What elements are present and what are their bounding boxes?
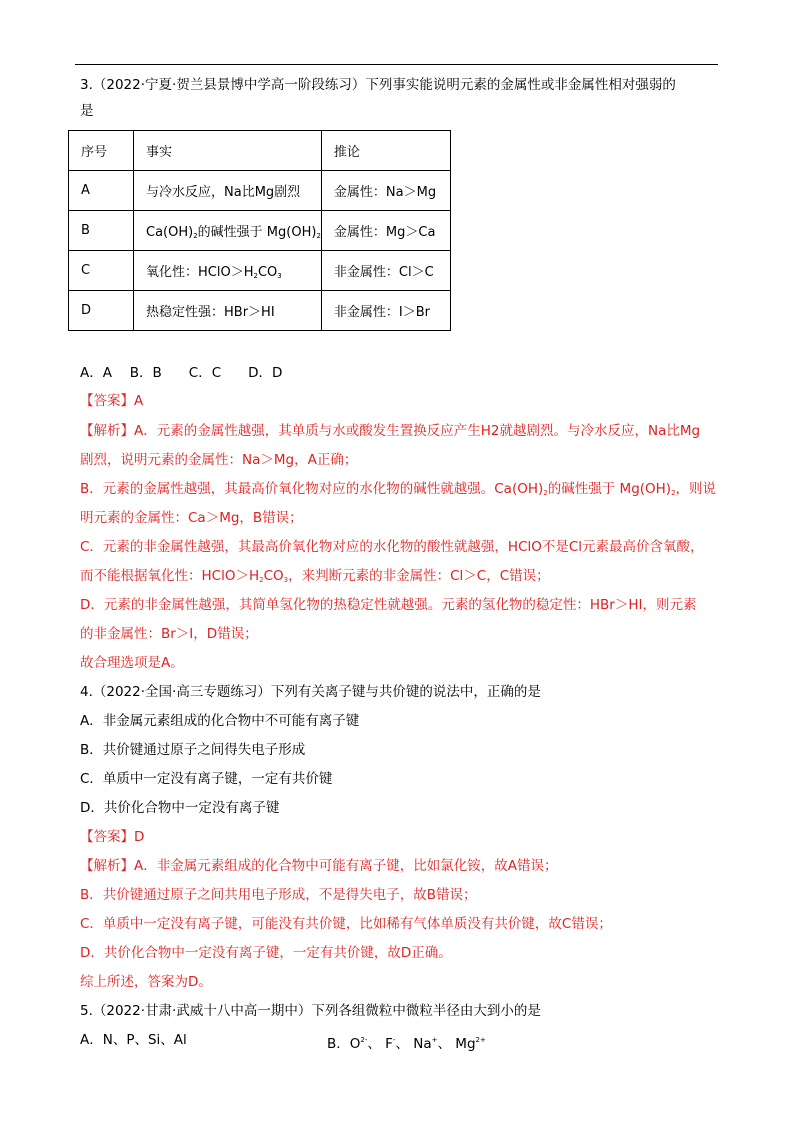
q3-stem-line2: 是 xyxy=(80,103,94,119)
table-cell-inference: 非金属性：Cl＞C xyxy=(321,251,450,291)
header-rule xyxy=(75,64,718,65)
table-header-cell: 事实 xyxy=(134,131,322,171)
q5-option-a: A．N、P、Si、Al xyxy=(80,1032,187,1048)
table-row xyxy=(69,171,451,211)
q3-explanation-line2: 剧烈，说明元素的金属性：Na＞Mg，A正确； xyxy=(80,452,358,468)
q4-option-c: C．单质中一定没有离子键，一定有共价键 xyxy=(80,771,333,787)
table-cell-fact: $Ca(OH)_2$的碱性强于 $Mg(OH)_2$ xyxy=(134,211,322,251)
q3-facts-table xyxy=(68,130,451,331)
q4-explanation-line1: 【解析】A．非金属元素组成的化合物中可能有离子键，比如氯化铵，故A错误； xyxy=(80,858,558,874)
table-cell-inference: 金属性：Mg＞Ca xyxy=(321,211,450,251)
q4-option-d: D．共价化合物中一定没有离子键 xyxy=(80,800,280,816)
q5-option-b: B．$O^{2-}$、 F-、 Na+、 $Mg^{2+}$ xyxy=(327,1036,486,1052)
table-cell-id: D xyxy=(69,291,134,331)
table-cell-inference: 非金属性：I＞Br xyxy=(321,291,450,331)
table-cell-id: A xyxy=(69,171,134,211)
q4-stem: 4.（2022·全国·高三专题练习）下列有关离子键与共价键的说法中，正确的是 xyxy=(80,684,541,700)
q4-answer: 【答案】D xyxy=(80,829,145,845)
q3-answer: 【答案】A xyxy=(80,393,144,409)
table-cell-fact: 热稳定性强：HBr＞HI xyxy=(134,291,322,331)
q3-explanation-line6: 而不能根据氧化性：$HClO>H_2CO_3$，来判断元素的非金属性：Cl＞C，C错误； xyxy=(80,568,550,584)
q3-stem-line1: 3.（2022·宁夏·贺兰县景博中学高一阶段练习）下列事实能说明元素的金属性或非金属性相对强弱的 xyxy=(80,77,676,93)
q3-explanation-line1: 【解析】A．元素的金属性越强，其单质与水或酸发生置换反应产生H2就越剧烈。与冷水反应，Na比Mg xyxy=(80,423,701,439)
q4-option-b: B．共价键通过原子之间得失电子形成 xyxy=(80,742,306,758)
q3-explanation-line5: C．元素的非金属性越强，其最高价氧化物对应的水化物的酸性就越强，HClO不是Cl元素最高价含氧酸， xyxy=(80,539,704,555)
table-header-cell: 序号 xyxy=(69,131,134,171)
q3-explanation-line7: D．元素的非金属性越强，其简单氢化物的热稳定性就越强。元素的氢化物的稳定性：HBr＞HI，则元素 xyxy=(80,597,697,613)
q4-explanation-line2: B．共价键通过原子之间共用电子形成，不是得失电子，故B错误； xyxy=(80,887,477,903)
table-row xyxy=(69,251,451,291)
table-header-row xyxy=(69,131,451,171)
table-cell-id: B xyxy=(69,211,134,251)
table-row xyxy=(69,291,451,331)
table-cell-fact: 氧化性：$HClO>H_2CO_3$ xyxy=(134,251,322,291)
q3-explanation-line4: 明元素的金属性：Ca＞Mg，B错误； xyxy=(80,510,303,526)
table-cell-fact: 与冷水反应，Na比Mg剧烈 xyxy=(134,171,322,211)
q4-explanation-line4: D．共价化合物中一定没有离子键，一定有共价键，故D正确。 xyxy=(80,945,452,961)
q5-stem: 5.（2022·甘肃·武威十八中高一期中）下列各组微粒中微粒半径由大到小的是 xyxy=(80,1003,541,1019)
table-cell-inference: 金属性：Na＞Mg xyxy=(321,171,450,211)
q3-options: A．A B．B C．C D．D xyxy=(80,365,283,381)
table-row xyxy=(69,211,451,251)
q4-explanation-line3: C．单质中一定没有离子键，可能没有共价键，比如稀有气体单质没有共价键，故C错误； xyxy=(80,916,612,932)
q4-explanation-line5: 综上所述，答案为D。 xyxy=(80,974,212,990)
q4-option-a: A．非金属元素组成的化合物中不可能有离子键 xyxy=(80,713,360,729)
q3-explanation-line3: B．元素的金属性越强，其最高价氧化物对应的水化物的碱性就越强。$Ca(OH)_2$的碱性强于 $Mg(OH)_2$，则说 xyxy=(80,481,717,497)
table-cell-id: C xyxy=(69,251,134,291)
q3-explanation-line8: 的非金属性：Br＞I，D错误； xyxy=(80,626,258,642)
q3-explanation-line9: 故合理选项是A。 xyxy=(80,655,184,671)
table-header-cell: 推论 xyxy=(321,131,450,171)
